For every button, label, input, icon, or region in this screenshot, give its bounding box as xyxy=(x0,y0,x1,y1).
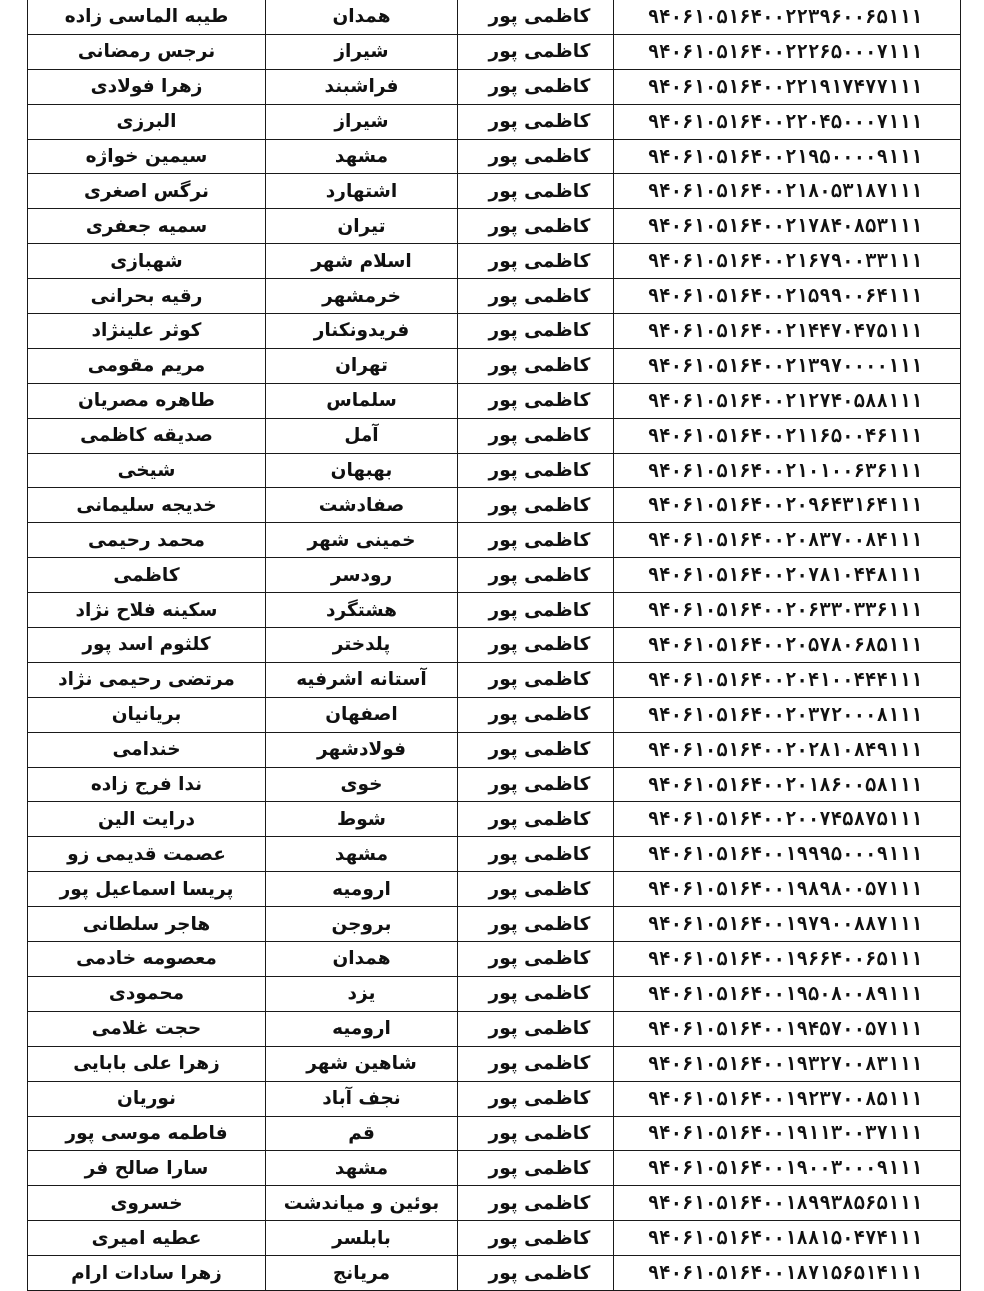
tracking-sheet xyxy=(27,0,960,1284)
tracking-code-cell: ۹۴۰۶۱۰۵۱۶۴۰۰۱۹۳۲۷۰۰۸۳۱۱۱ xyxy=(614,1046,961,1081)
sender-name-cell: کاظمی پور xyxy=(458,872,614,907)
sender-name-cell: کاظمی پور xyxy=(458,767,614,802)
recipient-name-cell: شیخی xyxy=(28,453,266,488)
tracking-code-cell: ۹۴۰۶۱۰۵۱۶۴۰۰۱۹۷۹۰۰۸۸۷۱۱۱ xyxy=(614,907,961,942)
sender-name-cell: کاظمی پور xyxy=(458,139,614,174)
table-row xyxy=(28,174,961,209)
city-cell: همدان xyxy=(266,942,458,977)
sender-name-cell: کاظمی پور xyxy=(458,1116,614,1151)
city-cell: آمل xyxy=(266,418,458,453)
recipient-name-cell: عصمت قدیمی زو xyxy=(28,837,266,872)
recipient-name-cell: خدیجه سلیمانی xyxy=(28,488,266,523)
sender-name-cell: کاظمی پور xyxy=(458,1151,614,1186)
table-row xyxy=(28,418,961,453)
tracking-code-cell: ۹۴۰۶۱۰۵۱۶۴۰۰۱۹۱۱۳۰۰۳۷۱۱۱ xyxy=(614,1116,961,1151)
tracking-code-cell: ۹۴۰۶۱۰۵۱۶۴۰۰۲۲۳۹۶۰۰۶۵۱۱۱ xyxy=(614,0,961,34)
tracking-code-cell: ۹۴۰۶۱۰۵۱۶۴۰۰۲۲۰۴۵۰۰۰۷۱۱۱ xyxy=(614,104,961,139)
tracking-code-cell: ۹۴۰۶۱۰۵۱۶۴۰۰۲۲۲۶۵۰۰۰۷۱۱۱ xyxy=(614,34,961,69)
city-cell: صفادشت xyxy=(266,488,458,523)
tracking-code-cell: ۹۴۰۶۱۰۵۱۶۴۰۰۱۹۸۹۸۰۰۵۷۱۱۱ xyxy=(614,872,961,907)
table-row xyxy=(28,69,961,104)
tracking-code-cell: ۹۴۰۶۱۰۵۱۶۴۰۰۲۱۸۰۵۳۱۸۷۱۱۱ xyxy=(614,174,961,209)
tracking-code-cell: ۹۴۰۶۱۰۵۱۶۴۰۰۲۰۷۸۱۰۴۴۸۱۱۱ xyxy=(614,558,961,593)
recipient-name-cell: معصومه خادمی xyxy=(28,942,266,977)
city-cell: بوئین و میاندشت xyxy=(266,1186,458,1221)
recipient-name-cell: نرجس رمضانی xyxy=(28,34,266,69)
recipient-name-cell: بریانیان xyxy=(28,697,266,732)
tracking-code-cell: ۹۴۰۶۱۰۵۱۶۴۰۰۲۰۹۶۴۳۱۶۴۱۱۱ xyxy=(614,488,961,523)
recipient-name-cell: طاهره مصریان xyxy=(28,383,266,418)
table-row xyxy=(28,488,961,523)
recipient-name-cell: زهرا فولادی xyxy=(28,69,266,104)
tracking-code-cell: ۹۴۰۶۱۰۵۱۶۴۰۰۲۱۵۹۹۰۰۶۴۱۱۱ xyxy=(614,279,961,314)
recipient-name-cell: زهرا علی بابایی xyxy=(28,1046,266,1081)
table-row xyxy=(28,942,961,977)
sender-name-cell: کاظمی پور xyxy=(458,1011,614,1046)
city-cell: تهران xyxy=(266,348,458,383)
recipient-name-cell: مریم مقومی xyxy=(28,348,266,383)
table-row xyxy=(28,1256,961,1291)
city-cell: فراشبند xyxy=(266,69,458,104)
tracking-code-cell: ۹۴۰۶۱۰۵۱۶۴۰۰۲۲۱۹۱۷۴۷۷۱۱۱ xyxy=(614,69,961,104)
city-cell: پلدختر xyxy=(266,628,458,663)
city-cell: شوط xyxy=(266,802,458,837)
sender-name-cell: کاظمی پور xyxy=(458,209,614,244)
tracking-code-cell: ۹۴۰۶۱۰۵۱۶۴۰۰۲۰۶۳۳۰۳۳۶۱۱۱ xyxy=(614,593,961,628)
city-cell: خمینی شهر xyxy=(266,523,458,558)
recipient-name-cell: خسروی xyxy=(28,1186,266,1221)
sender-name-cell: کاظمی پور xyxy=(458,34,614,69)
recipient-name-cell: سارا صالح فر xyxy=(28,1151,266,1186)
recipient-name-cell: سکینه فلاح نژاد xyxy=(28,593,266,628)
table-row xyxy=(28,104,961,139)
tracking-code-cell: ۹۴۰۶۱۰۵۱۶۴۰۰۱۸۷۱۵۶۵۱۴۱۱۱ xyxy=(614,1256,961,1291)
sender-name-cell: کاظمی پور xyxy=(458,976,614,1011)
table-row xyxy=(28,34,961,69)
table-row xyxy=(28,593,961,628)
table-row xyxy=(28,209,961,244)
recipient-name-cell: مرتضی رحیمی نژاد xyxy=(28,662,266,697)
sender-name-cell: کاظمی پور xyxy=(458,1046,614,1081)
sender-name-cell: کاظمی پور xyxy=(458,0,614,34)
tracking-code-cell: ۹۴۰۶۱۰۵۱۶۴۰۰۱۹۲۳۷۰۰۸۵۱۱۱ xyxy=(614,1081,961,1116)
recipient-name-cell: زهرا سادات ارام xyxy=(28,1256,266,1291)
tracking-code-cell: ۹۴۰۶۱۰۵۱۶۴۰۰۲۰۸۳۷۰۰۸۴۱۱۱ xyxy=(614,523,961,558)
city-cell: بهبهان xyxy=(266,453,458,488)
table-body xyxy=(28,0,961,1290)
sender-name-cell: کاظمی پور xyxy=(458,1221,614,1256)
city-cell: سلماس xyxy=(266,383,458,418)
table-row xyxy=(28,244,961,279)
sender-name-cell: کاظمی پور xyxy=(458,174,614,209)
table-row xyxy=(28,1011,961,1046)
tracking-code-cell: ۹۴۰۶۱۰۵۱۶۴۰۰۲۰۵۷۸۰۶۸۵۱۱۱ xyxy=(614,628,961,663)
recipient-name-cell: محمودی xyxy=(28,976,266,1011)
table-row xyxy=(28,1081,961,1116)
table-row xyxy=(28,662,961,697)
sender-name-cell: کاظمی پور xyxy=(458,69,614,104)
city-cell: اسلام شهر xyxy=(266,244,458,279)
sender-name-cell: کاظمی پور xyxy=(458,942,614,977)
recipient-name-cell: عطیه امیری xyxy=(28,1221,266,1256)
city-cell: خوی xyxy=(266,767,458,802)
recipient-name-cell: درایت الین xyxy=(28,802,266,837)
sender-name-cell: کاظمی پور xyxy=(458,628,614,663)
recipient-name-cell: صدیقه کاظمی xyxy=(28,418,266,453)
tracking-code-cell: ۹۴۰۶۱۰۵۱۶۴۰۰۱۹۶۶۴۰۰۶۵۱۱۱ xyxy=(614,942,961,977)
city-cell: مشهد xyxy=(266,837,458,872)
table-row xyxy=(28,1046,961,1081)
sender-name-cell: کاظمی پور xyxy=(458,1186,614,1221)
sender-name-cell: کاظمی پور xyxy=(458,732,614,767)
sender-name-cell: کاظمی پور xyxy=(458,662,614,697)
sender-name-cell: کاظمی پور xyxy=(458,1081,614,1116)
recipient-name-cell: البرزی xyxy=(28,104,266,139)
sender-name-cell: کاظمی پور xyxy=(458,314,614,349)
table-row xyxy=(28,139,961,174)
tracking-code-cell: ۹۴۰۶۱۰۵۱۶۴۰۰۲۱۶۷۹۰۰۳۳۱۱۱ xyxy=(614,244,961,279)
city-cell: ارومیه xyxy=(266,1011,458,1046)
tracking-code-cell: ۹۴۰۶۱۰۵۱۶۴۰۰۲۱۴۴۷۰۴۷۵۱۱۱ xyxy=(614,314,961,349)
sender-name-cell: کاظمی پور xyxy=(458,488,614,523)
recipient-name-cell: طیبه الماسی زاده xyxy=(28,0,266,34)
city-cell: آستانه اشرفیه xyxy=(266,662,458,697)
table-row xyxy=(28,383,961,418)
sender-name-cell: کاظمی پور xyxy=(458,244,614,279)
table-row xyxy=(28,732,961,767)
tracking-code-cell: ۹۴۰۶۱۰۵۱۶۴۰۰۱۹۹۹۵۰۰۰۹۱۱۱ xyxy=(614,837,961,872)
table-row xyxy=(28,767,961,802)
city-cell: شیراز xyxy=(266,104,458,139)
city-cell: خرمشهر xyxy=(266,279,458,314)
tracking-code-cell: ۹۴۰۶۱۰۵۱۶۴۰۰۱۸۸۱۵۰۴۷۴۱۱۱ xyxy=(614,1221,961,1256)
tracking-code-cell: ۹۴۰۶۱۰۵۱۶۴۰۰۲۰۳۷۲۰۰۰۸۱۱۱ xyxy=(614,697,961,732)
city-cell: اشتهارد xyxy=(266,174,458,209)
city-cell: فولادشهر xyxy=(266,732,458,767)
sender-name-cell: کاظمی پور xyxy=(458,383,614,418)
table-row xyxy=(28,976,961,1011)
recipient-name-cell: پریسا اسماعیل پور xyxy=(28,872,266,907)
tracking-code-cell: ۹۴۰۶۱۰۵۱۶۴۰۰۲۰۱۸۶۰۰۵۸۱۱۱ xyxy=(614,767,961,802)
recipient-name-cell: سمیه جعفری xyxy=(28,209,266,244)
table-row xyxy=(28,837,961,872)
recipient-name-cell: کاظمی xyxy=(28,558,266,593)
tracking-code-cell: ۹۴۰۶۱۰۵۱۶۴۰۰۱۹۰۰۳۰۰۰۹۱۱۱ xyxy=(614,1151,961,1186)
table-row xyxy=(28,523,961,558)
table-row xyxy=(28,697,961,732)
tracking-code-cell: ۹۴۰۶۱۰۵۱۶۴۰۰۲۱۳۹۷۰۰۰۰۱۱۱ xyxy=(614,348,961,383)
recipient-name-cell: نوریان xyxy=(28,1081,266,1116)
recipient-name-cell: هاجر سلطانی xyxy=(28,907,266,942)
city-cell: یزد xyxy=(266,976,458,1011)
city-cell: مریانج xyxy=(266,1256,458,1291)
table-row xyxy=(28,907,961,942)
table-row xyxy=(28,1221,961,1256)
recipients-table xyxy=(27,0,961,1291)
sender-name-cell: کاظمی پور xyxy=(458,558,614,593)
recipient-name-cell: محمد رحیمی xyxy=(28,523,266,558)
tracking-code-cell: ۹۴۰۶۱۰۵۱۶۴۰۰۲۰۰۷۴۵۸۷۵۱۱۱ xyxy=(614,802,961,837)
recipient-name-cell: کوثر علینژاد xyxy=(28,314,266,349)
table-row xyxy=(28,1186,961,1221)
recipient-name-cell: ندا فرج زاده xyxy=(28,767,266,802)
tracking-code-cell: ۹۴۰۶۱۰۵۱۶۴۰۰۲۱۱۶۵۰۰۴۶۱۱۱ xyxy=(614,418,961,453)
table-row xyxy=(28,1151,961,1186)
sender-name-cell: کاظمی پور xyxy=(458,348,614,383)
tracking-code-cell: ۹۴۰۶۱۰۵۱۶۴۰۰۲۱۷۸۴۰۸۵۳۱۱۱ xyxy=(614,209,961,244)
tracking-code-cell: ۹۴۰۶۱۰۵۱۶۴۰۰۲۱۰۱۰۰۶۳۶۱۱۱ xyxy=(614,453,961,488)
city-cell: نجف آباد xyxy=(266,1081,458,1116)
recipient-name-cell: فاطمه موسی پور xyxy=(28,1116,266,1151)
sender-name-cell: کاظمی پور xyxy=(458,1256,614,1291)
recipient-name-cell: حجت غلامی xyxy=(28,1011,266,1046)
table-row xyxy=(28,0,961,34)
table-row xyxy=(28,872,961,907)
tracking-code-cell: ۹۴۰۶۱۰۵۱۶۴۰۰۱۹۵۰۸۰۰۸۹۱۱۱ xyxy=(614,976,961,1011)
city-cell: فریدونکنار xyxy=(266,314,458,349)
sender-name-cell: کاظمی پور xyxy=(458,279,614,314)
sender-name-cell: کاظمی پور xyxy=(458,418,614,453)
tracking-code-cell: ۹۴۰۶۱۰۵۱۶۴۰۰۲۰۲۸۱۰۸۴۹۱۱۱ xyxy=(614,732,961,767)
sender-name-cell: کاظمی پور xyxy=(458,697,614,732)
tracking-code-cell: ۹۴۰۶۱۰۵۱۶۴۰۰۱۸۹۹۳۸۵۶۵۱۱۱ xyxy=(614,1186,961,1221)
table-row xyxy=(28,453,961,488)
table-row xyxy=(28,314,961,349)
city-cell: همدان xyxy=(266,0,458,34)
sender-name-cell: کاظمی پور xyxy=(458,837,614,872)
tracking-code-cell: ۹۴۰۶۱۰۵۱۶۴۰۰۲۱۹۵۰۰۰۰۹۱۱۱ xyxy=(614,139,961,174)
recipient-name-cell: نرگس اصغری xyxy=(28,174,266,209)
recipient-name-cell: کلثوم اسد پور xyxy=(28,628,266,663)
city-cell: بروجن xyxy=(266,907,458,942)
recipient-name-cell: سیمین خواژه xyxy=(28,139,266,174)
sender-name-cell: کاظمی پور xyxy=(458,453,614,488)
recipient-name-cell: رقیه بحرانی xyxy=(28,279,266,314)
sender-name-cell: کاظمی پور xyxy=(458,593,614,628)
city-cell: تیران xyxy=(266,209,458,244)
recipient-name-cell: خندامی xyxy=(28,732,266,767)
sender-name-cell: کاظمی پور xyxy=(458,802,614,837)
table-row xyxy=(28,1116,961,1151)
table-row xyxy=(28,628,961,663)
tracking-code-cell: ۹۴۰۶۱۰۵۱۶۴۰۰۲۰۴۱۰۰۴۴۴۱۱۱ xyxy=(614,662,961,697)
city-cell: ارومیه xyxy=(266,872,458,907)
city-cell: قم xyxy=(266,1116,458,1151)
city-cell: بابلسر xyxy=(266,1221,458,1256)
table-row xyxy=(28,348,961,383)
city-cell: رودسر xyxy=(266,558,458,593)
table-row xyxy=(28,802,961,837)
city-cell: هشتگرد xyxy=(266,593,458,628)
sender-name-cell: کاظمی پور xyxy=(458,907,614,942)
city-cell: مشهد xyxy=(266,1151,458,1186)
sender-name-cell: کاظمی پور xyxy=(458,104,614,139)
city-cell: شیراز xyxy=(266,34,458,69)
tracking-code-cell: ۹۴۰۶۱۰۵۱۶۴۰۰۱۹۴۵۷۰۰۵۷۱۱۱ xyxy=(614,1011,961,1046)
city-cell: مشهد xyxy=(266,139,458,174)
city-cell: شاهین شهر xyxy=(266,1046,458,1081)
recipient-name-cell: شهبازی xyxy=(28,244,266,279)
city-cell: اصفهان xyxy=(266,697,458,732)
tracking-code-cell: ۹۴۰۶۱۰۵۱۶۴۰۰۲۱۲۷۴۰۵۸۸۱۱۱ xyxy=(614,383,961,418)
sender-name-cell: کاظمی پور xyxy=(458,523,614,558)
table-row xyxy=(28,558,961,593)
table-row xyxy=(28,279,961,314)
